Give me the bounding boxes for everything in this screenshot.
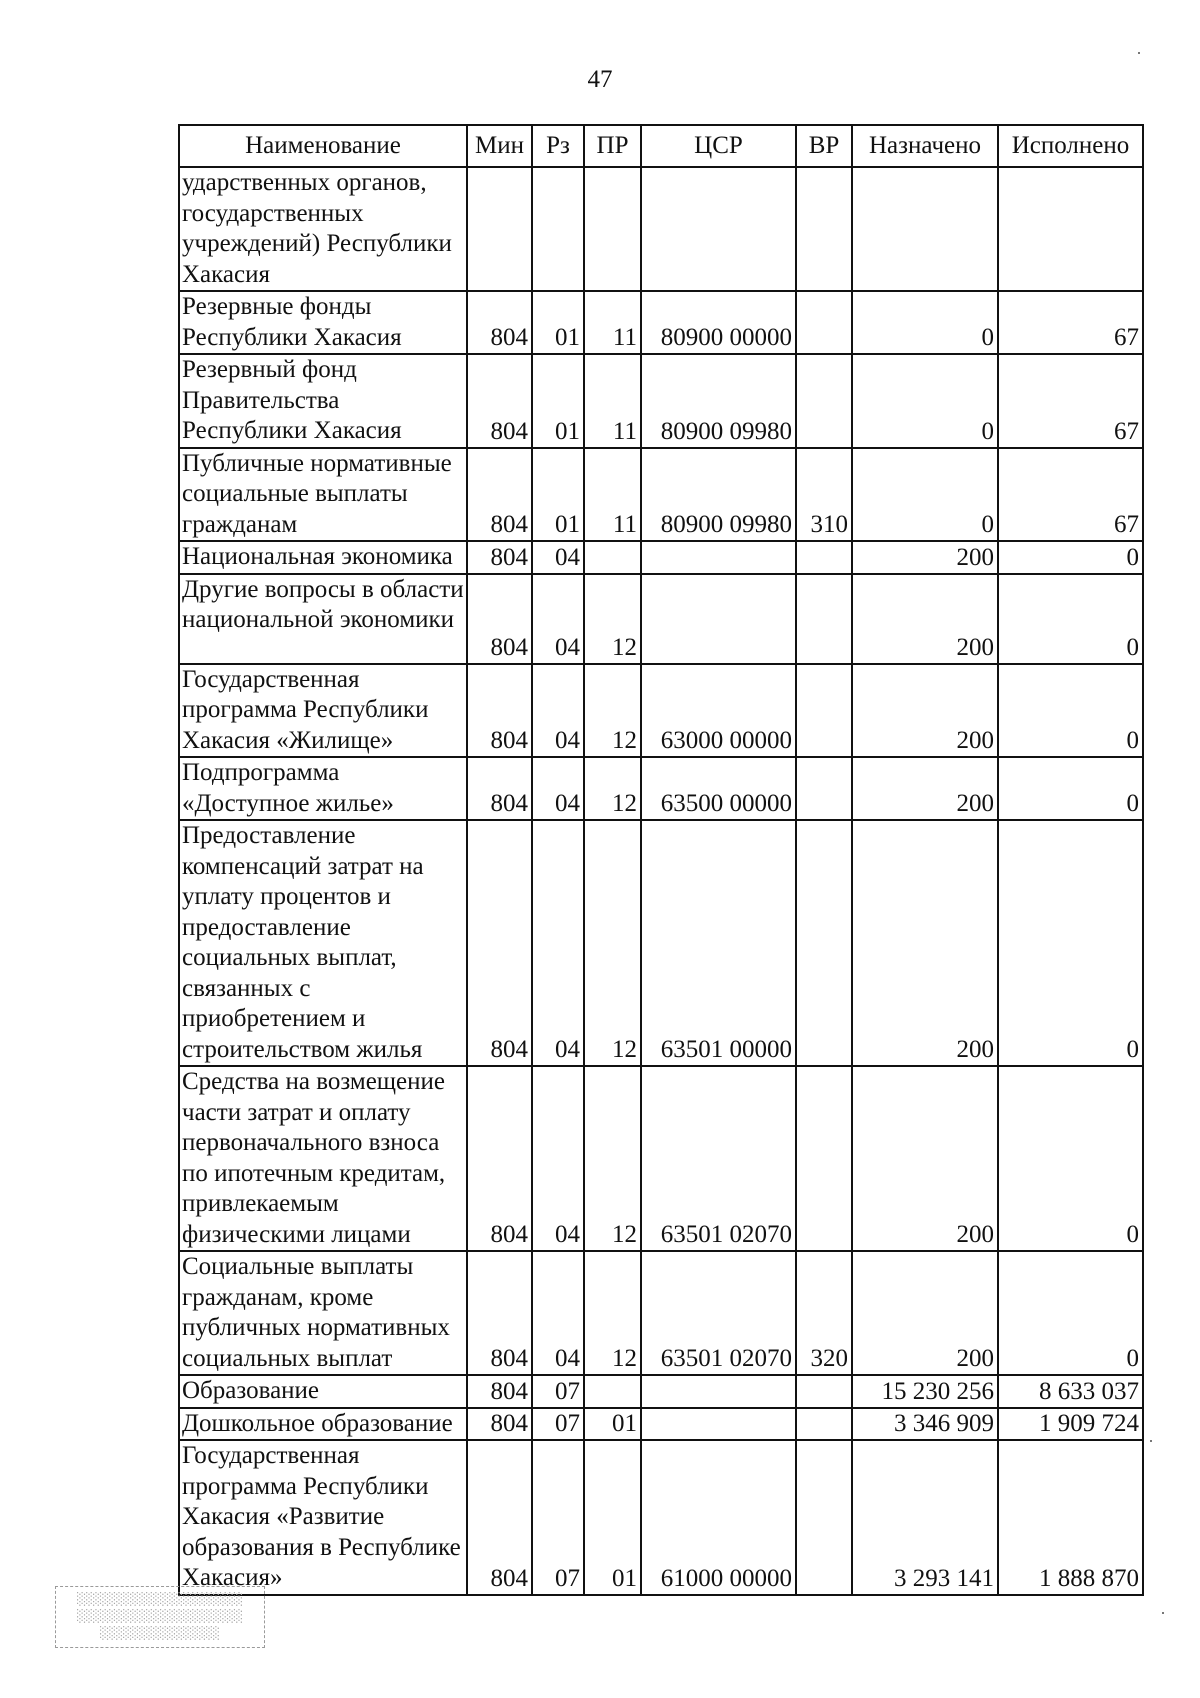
cell-csr: 63501 02070 — [641, 1251, 796, 1375]
table-row — [179, 664, 1143, 758]
cell-csr — [641, 574, 796, 664]
cell-ispolneno: 0 — [998, 664, 1143, 758]
cell-min: 804 — [467, 1375, 532, 1408]
cell-rz: 01 — [532, 448, 584, 542]
cell-name: Образование — [179, 1375, 467, 1408]
cell-naznacheno: 0 — [852, 448, 998, 542]
header-naznacheno: Назначено — [852, 125, 998, 167]
cell-vr — [796, 354, 852, 448]
header-vr: ВР — [796, 125, 852, 167]
cell-csr — [641, 1408, 796, 1441]
cell-csr: 63000 00000 — [641, 664, 796, 758]
cell-rz — [532, 167, 584, 291]
cell-csr: 80900 00000 — [641, 291, 796, 354]
cell-vr — [796, 1375, 852, 1408]
cell-vr: 320 — [796, 1251, 852, 1375]
cell-vr — [796, 1066, 852, 1251]
cell-name: Резервные фонды Республики Хакасия — [179, 291, 467, 354]
cell-pr: 12 — [584, 1251, 641, 1375]
cell-pr: 12 — [584, 1066, 641, 1251]
cell-name: Публичные нормативные социальные выплаты гражданам — [179, 448, 467, 542]
cell-ispolneno: 0 — [998, 1251, 1143, 1375]
page-number: 47 — [587, 66, 613, 93]
cell-naznacheno: 3 346 909 — [852, 1408, 998, 1441]
cell-ispolneno: 67 — [998, 448, 1143, 542]
cell-ispolneno: 1 909 724 — [998, 1408, 1143, 1441]
cell-pr — [584, 167, 641, 291]
cell-rz: 04 — [532, 541, 584, 574]
table-row — [179, 1408, 1143, 1441]
cell-min: 804 — [467, 448, 532, 542]
cell-min: 804 — [467, 757, 532, 820]
table-row — [179, 167, 1143, 291]
table-header-row — [179, 125, 1143, 167]
cell-vr — [796, 664, 852, 758]
cell-min: 804 — [467, 574, 532, 664]
cell-rz: 04 — [532, 1251, 584, 1375]
header-rz: Рз — [532, 125, 584, 167]
cell-min: 804 — [467, 1408, 532, 1441]
header-pr: ПР — [584, 125, 641, 167]
cell-naznacheno: 15 230 256 — [852, 1375, 998, 1408]
cell-name: Подпрограмма «Доступное жилье» — [179, 757, 467, 820]
cell-pr: 01 — [584, 1408, 641, 1441]
cell-vr — [796, 1440, 852, 1595]
cell-ispolneno: 0 — [998, 1066, 1143, 1251]
cell-vr — [796, 574, 852, 664]
cell-pr: 12 — [584, 757, 641, 820]
cell-naznacheno: 200 — [852, 820, 998, 1066]
table-row — [179, 541, 1143, 574]
cell-name: Средства на возмещение части затрат и оплату первоначального взноса по ипотечным кредитам, привлекаемым физическими лицами — [179, 1066, 467, 1251]
registration-stamp: ░░░░░░░░░░░░░░░░░░ ░░░░░░░░░░░░░░░░░░ ░░░░░░░░░░░░░ — [55, 1586, 265, 1648]
cell-csr: 80900 09980 — [641, 448, 796, 542]
cell-naznacheno: 0 — [852, 291, 998, 354]
cell-rz: 01 — [532, 354, 584, 448]
cell-pr — [584, 541, 641, 574]
cell-rz: 07 — [532, 1440, 584, 1595]
cell-vr: 310 — [796, 448, 852, 542]
cell-min — [467, 167, 532, 291]
cell-ispolneno: 67 — [998, 291, 1143, 354]
cell-name: ударственных органов, государственных учреждений) Республики Хакасия — [179, 167, 467, 291]
cell-vr — [796, 167, 852, 291]
cell-name: Резервный фонд Правительства Республики Хакасия — [179, 354, 467, 448]
cell-pr: 01 — [584, 1440, 641, 1595]
cell-csr — [641, 1375, 796, 1408]
cell-naznacheno — [852, 167, 998, 291]
table-row — [179, 448, 1143, 542]
cell-name: Другие вопросы в области национальной экономики — [179, 574, 467, 664]
cell-ispolneno: 0 — [998, 574, 1143, 664]
cell-csr: 63501 02070 — [641, 1066, 796, 1251]
scan-speck — [1150, 1440, 1152, 1442]
cell-rz: 04 — [532, 574, 584, 664]
table-row — [179, 291, 1143, 354]
cell-pr: 12 — [584, 574, 641, 664]
cell-min: 804 — [467, 1440, 532, 1595]
table-row — [179, 574, 1143, 664]
cell-min: 804 — [467, 1066, 532, 1251]
cell-rz: 04 — [532, 1066, 584, 1251]
cell-ispolneno: 0 — [998, 820, 1143, 1066]
cell-pr: 11 — [584, 354, 641, 448]
cell-rz: 01 — [532, 291, 584, 354]
cell-name: Национальная экономика — [179, 541, 467, 574]
header-ispolneno: Исполнено — [998, 125, 1143, 167]
cell-naznacheno: 200 — [852, 574, 998, 664]
table-row — [179, 820, 1143, 1066]
cell-csr — [641, 541, 796, 574]
cell-rz: 04 — [532, 820, 584, 1066]
cell-pr: 12 — [584, 820, 641, 1066]
header-min: Мин — [467, 125, 532, 167]
cell-vr — [796, 541, 852, 574]
cell-name: Дошкольное образование — [179, 1408, 467, 1441]
budget-table — [178, 124, 1144, 1596]
cell-min: 804 — [467, 291, 532, 354]
cell-vr — [796, 1408, 852, 1441]
cell-vr — [796, 820, 852, 1066]
cell-min: 804 — [467, 1251, 532, 1375]
cell-naznacheno: 200 — [852, 541, 998, 574]
cell-pr: 12 — [584, 664, 641, 758]
cell-naznacheno: 200 — [852, 664, 998, 758]
cell-rz: 07 — [532, 1408, 584, 1441]
cell-pr — [584, 1375, 641, 1408]
table-row — [179, 1375, 1143, 1408]
cell-ispolneno: 0 — [998, 757, 1143, 820]
cell-ispolneno: 8 633 037 — [998, 1375, 1143, 1408]
cell-naznacheno: 200 — [852, 1066, 998, 1251]
scan-speck — [1138, 52, 1140, 54]
cell-name: Социальные выплаты гражданам, кроме публичных нормативных социальных выплат — [179, 1251, 467, 1375]
cell-name: Государственная программа Республики Хакасия «Жилище» — [179, 664, 467, 758]
cell-naznacheno: 200 — [852, 1251, 998, 1375]
cell-name: Государственная программа Республики Хакасия «Развитие образования в Республике Хакасия» — [179, 1440, 467, 1595]
cell-pr: 11 — [584, 448, 641, 542]
cell-rz: 07 — [532, 1375, 584, 1408]
cell-min: 804 — [467, 820, 532, 1066]
table-row — [179, 757, 1143, 820]
cell-csr: 80900 09980 — [641, 354, 796, 448]
cell-name: Предоставление компенсаций затрат на уплату процентов и предоставление социальных выплат, связанных с приобретением и строительством жилья — [179, 820, 467, 1066]
header-name: Наименование — [179, 125, 467, 167]
header-csr: ЦСР — [641, 125, 796, 167]
cell-min: 804 — [467, 664, 532, 758]
table-row — [179, 354, 1143, 448]
table-row — [179, 1251, 1143, 1375]
scan-speck — [1162, 1612, 1164, 1614]
cell-csr — [641, 167, 796, 291]
cell-min: 804 — [467, 354, 532, 448]
cell-csr: 61000 00000 — [641, 1440, 796, 1595]
cell-naznacheno: 0 — [852, 354, 998, 448]
cell-ispolneno — [998, 167, 1143, 291]
cell-ispolneno: 0 — [998, 541, 1143, 574]
cell-naznacheno: 3 293 141 — [852, 1440, 998, 1595]
table-row — [179, 1440, 1143, 1595]
cell-naznacheno: 200 — [852, 757, 998, 820]
cell-csr: 63500 00000 — [641, 757, 796, 820]
cell-pr: 11 — [584, 291, 641, 354]
cell-rz: 04 — [532, 664, 584, 758]
cell-min: 804 — [467, 541, 532, 574]
table-row — [179, 1066, 1143, 1251]
cell-ispolneno: 1 888 870 — [998, 1440, 1143, 1595]
cell-vr — [796, 291, 852, 354]
cell-vr — [796, 757, 852, 820]
cell-ispolneno: 67 — [998, 354, 1143, 448]
cell-csr: 63501 00000 — [641, 820, 796, 1066]
cell-rz: 04 — [532, 757, 584, 820]
